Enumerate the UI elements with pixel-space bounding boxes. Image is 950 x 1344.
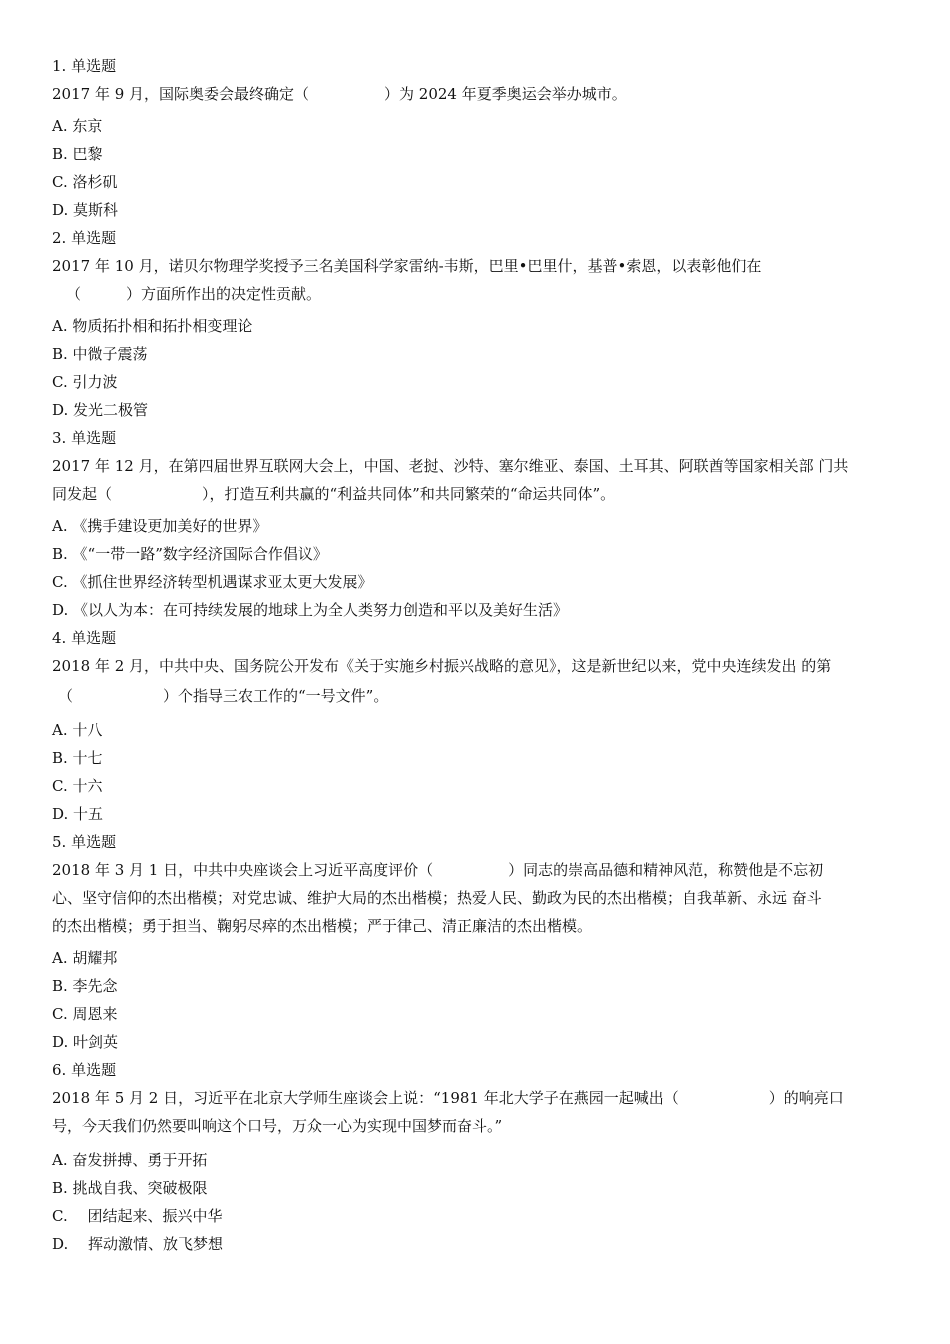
question-2-header: 2. 单选题 bbox=[52, 229, 117, 247]
question-1-header: 1. 单选题 bbox=[52, 57, 117, 75]
question-1-stem-line-1: 2017 年 9 月，国际奥委会最终确定（ ）为 2024 年夏季奥运会举办城市。 bbox=[52, 85, 627, 103]
question-1-option-c[interactable]: C. 洛杉矶 bbox=[52, 173, 118, 191]
question-5-option-d[interactable]: D. 叶剑英 bbox=[52, 1033, 119, 1051]
question-3-option-a[interactable]: A. 《携手建设更加美好的世界》 bbox=[52, 517, 268, 535]
question-5-header: 5. 单选题 bbox=[52, 833, 117, 851]
question-5-option-c[interactable]: C. 周恩来 bbox=[52, 1005, 118, 1023]
question-4-stem-line-1: 2018 年 2 月，中共中央、国务院公开发布《关于实施乡村振兴战略的意见》，这是新世纪以来，党中央连续发出 的第 bbox=[52, 657, 832, 675]
question-3-option-d[interactable]: D. 《以人为本：在可持续发展的地球上为全人类努力创造和平以及美好生活》 bbox=[52, 601, 569, 619]
question-6-header: 6. 单选题 bbox=[52, 1061, 117, 1079]
question-2-option-a[interactable]: A. 物质拓扑相和拓扑相变理论 bbox=[52, 317, 253, 335]
question-2-stem-line-2: （ ）方面所作出的决定性贡献。 bbox=[66, 285, 322, 303]
question-4-option-b[interactable]: B. 十七 bbox=[52, 749, 103, 767]
question-4-option-c[interactable]: C. 十六 bbox=[52, 777, 103, 795]
question-6-option-d[interactable]: D. 挥动激情、放飞梦想 bbox=[52, 1235, 224, 1253]
question-5-stem-line-2: 心、坚守信仰的杰出楷模；对党忠诚、维护大局的杰出楷模；热爱人民、勤政为民的杰出楷模；自我革新、永远 奋斗 bbox=[52, 889, 822, 907]
question-4-header: 4. 单选题 bbox=[52, 629, 117, 647]
question-4-option-d[interactable]: D. 十五 bbox=[52, 805, 104, 823]
question-2-stem-line-1: 2017 年 10 月，诺贝尔物理学奖授予三名美国科学家雷纳-韦斯，巴里•巴里什，基普•索恩，以表彰他们在 bbox=[52, 257, 762, 275]
question-1-option-a[interactable]: A. 东京 bbox=[52, 117, 103, 135]
question-2-option-d[interactable]: D. 发光二极管 bbox=[52, 401, 149, 419]
question-6-option-a[interactable]: A. 奋发拼搏、勇于开拓 bbox=[52, 1151, 208, 1169]
question-3-option-b[interactable]: B. 《“一带一路”数字经济国际合作倡议》 bbox=[52, 545, 328, 563]
question-6-stem-line-1: 2018 年 5 月 2 日，习近平在北京大学师生座谈会上说：“1981 年北大学子在燕园一起喊出（ ）的响亮口 bbox=[52, 1089, 844, 1107]
question-2-option-b[interactable]: B. 中微子震荡 bbox=[52, 345, 148, 363]
question-1-option-b[interactable]: B. 巴黎 bbox=[52, 145, 103, 163]
question-5-stem-line-3: 的杰出楷模；勇于担当、鞠躬尽瘁的杰出楷模；严于律己、清正廉洁的杰出楷模。 bbox=[52, 917, 593, 935]
question-6-stem-line-2: 号，今天我们仍然要叫响这个口号，万众一心为实现中国梦而奋斗。” bbox=[52, 1117, 503, 1135]
question-3-stem-line-1: 2017 年 12 月，在第四届世界互联网大会上，中国、老挝、沙特、塞尔维亚、泰国、土耳其、阿联酋等国家相关部 门共 bbox=[52, 457, 849, 475]
question-6-option-c[interactable]: C. 团结起来、振兴中华 bbox=[52, 1207, 223, 1225]
question-3-option-c[interactable]: C. 《抓住世界经济转型机遇谋求亚太更大发展》 bbox=[52, 573, 373, 591]
question-4-stem-line-2: （ ）个指导三农工作的“一号文件”。 bbox=[58, 687, 389, 705]
question-3-stem-line-2: 同发起（ ），打造互利共赢的“利益共同体”和共同繁荣的“命运共同体”。 bbox=[52, 485, 616, 503]
question-1-option-d[interactable]: D. 莫斯科 bbox=[52, 201, 119, 219]
question-6-option-b[interactable]: B. 挑战自我、突破极限 bbox=[52, 1179, 208, 1197]
question-4-option-a[interactable]: A. 十八 bbox=[52, 721, 103, 739]
question-5-option-a[interactable]: A. 胡耀邦 bbox=[52, 949, 118, 967]
question-3-header: 3. 单选题 bbox=[52, 429, 117, 447]
question-5-stem-line-1: 2018 年 3 月 1 日，中共中央座谈会上习近平高度评价（ ）同志的崇高品德和精神风范，称赞他是不忘初 bbox=[52, 861, 824, 879]
question-2-option-c[interactable]: C. 引力波 bbox=[52, 373, 118, 391]
question-5-option-b[interactable]: B. 李先念 bbox=[52, 977, 118, 995]
